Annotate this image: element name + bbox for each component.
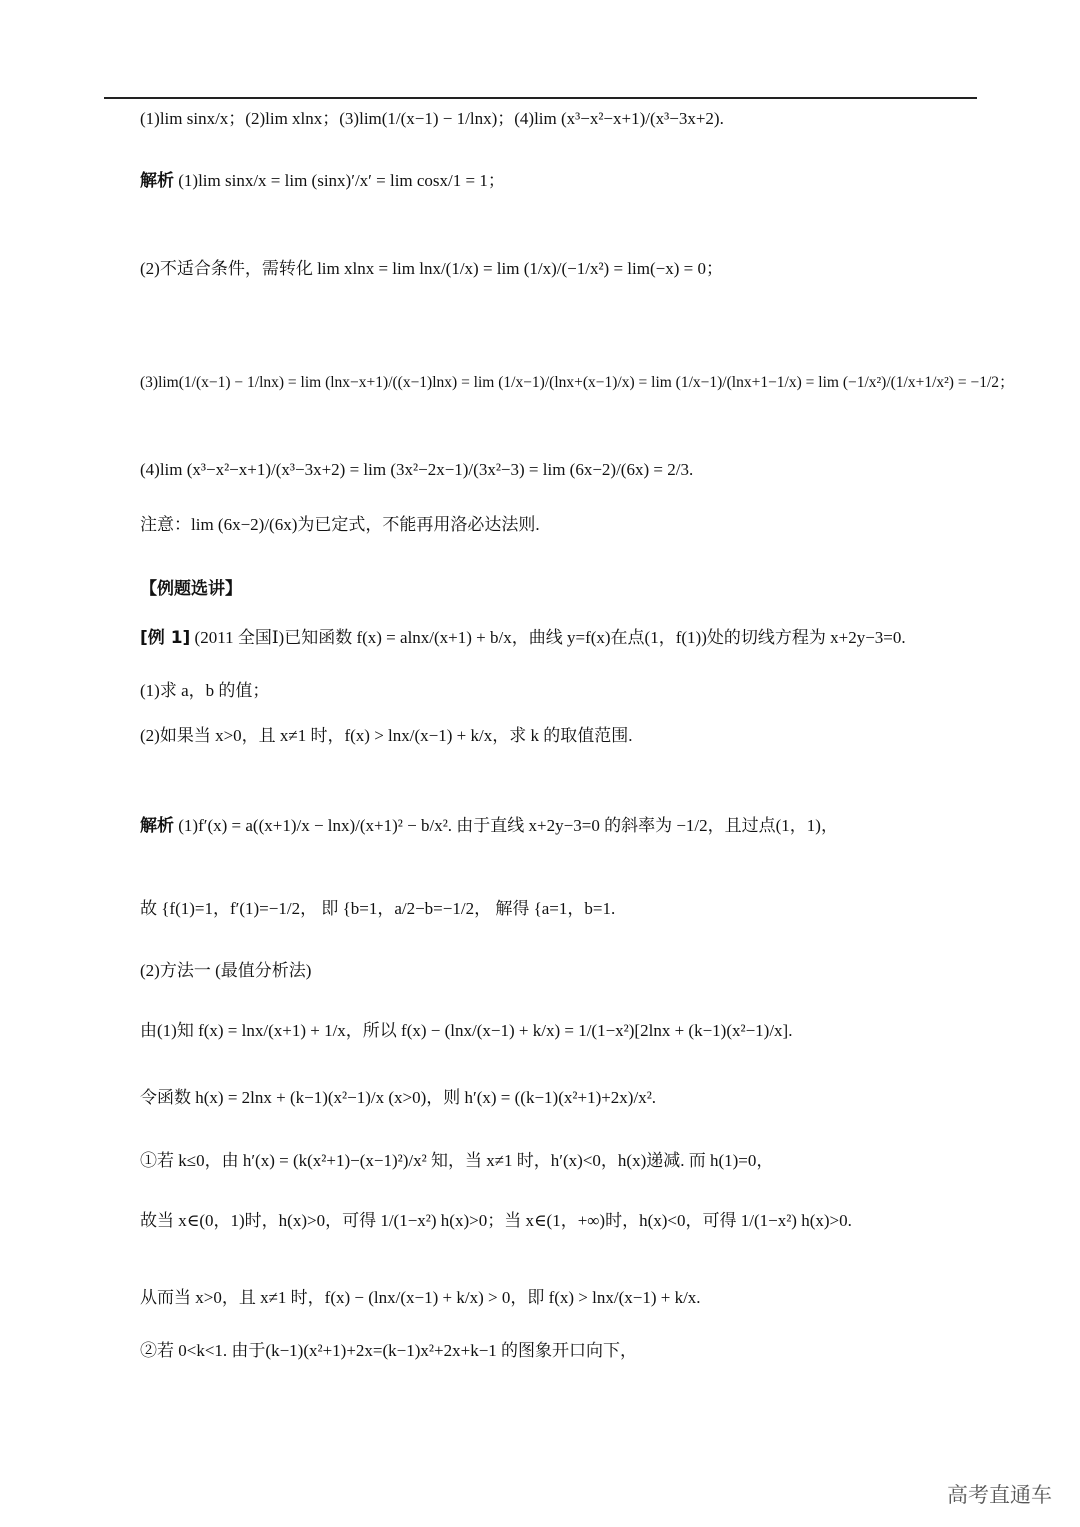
example-solution-1-text: (1)f′(x) = a((x+1)/x − lnx)/(x+1)² − b/x². 由于直线 x+2y−3=0 的斜率为 −1/2，且过点(1，1)， — [178, 816, 838, 835]
solution-part-1 — [140, 170, 505, 192]
case-1-line-2: 故当 x∈(0，1)时，h(x)>0，可得 1/(1−x²) h(x)>0；当 x∈(1，+∞)时，h(x)<0，可得 1/(1−x²) h(x)>0. — [140, 1211, 852, 1230]
solution-part-1-text: (1)lim sinx/x = lim (sinx)′/x′ = lim cosx/1 = 1； — [178, 171, 505, 190]
case-2-line-1: ②若 0<k<1. 由于(k−1)(x²+1)+2x=(k−1)x²+2x+k−1 的图象开口向下， — [140, 1341, 638, 1360]
solution-part-3: (3)lim(1/(x−1) − 1/lnx) = lim (lnx−x+1)/((x−1)lnx) = lim (1/x−1)/(lnx+(x−1)/x) = lim (1/x−1)/(lnx+1−1/x) = lim (−1/x²)/(1/x+1/x²) = −1/2； — [140, 374, 1015, 391]
question-1: (1)求 a，b 的值； — [140, 681, 270, 700]
case-1-conclusion: 从而当 x>0，且 x≠1 时，f(x) − (lnx/(x−1) + k/x) > 0，即 f(x) > lnx/(x−1) + k/x. — [140, 1288, 701, 1307]
solution-part-2: (2)不适合条件，需转化 lim xlnx = lim lnx/(1/x) = lim (1/x)/(−1/x²) = lim(−x) = 0； — [140, 259, 723, 278]
example-label: [例 1] — [140, 628, 191, 648]
section-heading: 【例题选讲】 — [140, 579, 242, 599]
example-solution-1 — [140, 815, 838, 837]
watermark-text: 高考直通车 — [947, 1483, 1052, 1507]
case-1-line-1: ①若 k≤0，由 h′(x) = (k(x²+1)−(x−1)²)/x² 知，当 x≠1 时，h′(x)<0，h(x)递减. 而 h(1)=0， — [140, 1151, 774, 1170]
derivation-line-2: 令函数 h(x) = 2lnx + (k−1)(x²−1)/x (x>0)，则 h′(x) = ((k−1)(x²+1)+2x)/x². — [140, 1088, 657, 1107]
solution-label: 解析 — [140, 171, 174, 191]
method-one-heading: (2)方法一 (最值分析法) — [140, 961, 312, 980]
derivation-line-1: 由(1)知 f(x) = lnx/(x+1) + 1/x，所以 f(x) − (lnx/(x−1) + k/x) = 1/(1−x²)[2lnx + (k−1)(x²−1)/x]. — [140, 1021, 793, 1040]
system-equations: 故 {f(1)=1，f′(1)=−1/2， 即 {b=1，a/2−b=−1/2， 解得 {a=1，b=1. — [140, 899, 616, 918]
note-line: 注意：lim (6x−2)/(6x)为已定式，不能再用洛必达法则. — [140, 515, 540, 534]
example-1-statement — [140, 627, 906, 649]
solution-label-2: 解析 — [140, 816, 174, 836]
header-rule — [104, 97, 977, 99]
question-2: (2)如果当 x>0，且 x≠1 时，f(x) > lnx/(x−1) + k/x，求 k 的取值范围. — [140, 726, 633, 745]
example-1-text: (2011 全国Ⅰ)已知函数 f(x) = alnx/(x+1) + b/x，曲线 y=f(x)在点(1，f(1))处的切线方程为 x+2y−3=0. — [194, 628, 906, 647]
solution-part-4: (4)lim (x³−x²−x+1)/(x³−3x+2) = lim (3x²−2x−1)/(3x²−3) = lim (6x−2)/(6x) = 2/3. — [140, 460, 694, 479]
problem-limits: (1)lim sinx/x；(2)lim xlnx；(3)lim(1/(x−1) − 1/lnx)；(4)lim (x³−x²−x+1)/(x³−3x+2). — [140, 109, 724, 128]
